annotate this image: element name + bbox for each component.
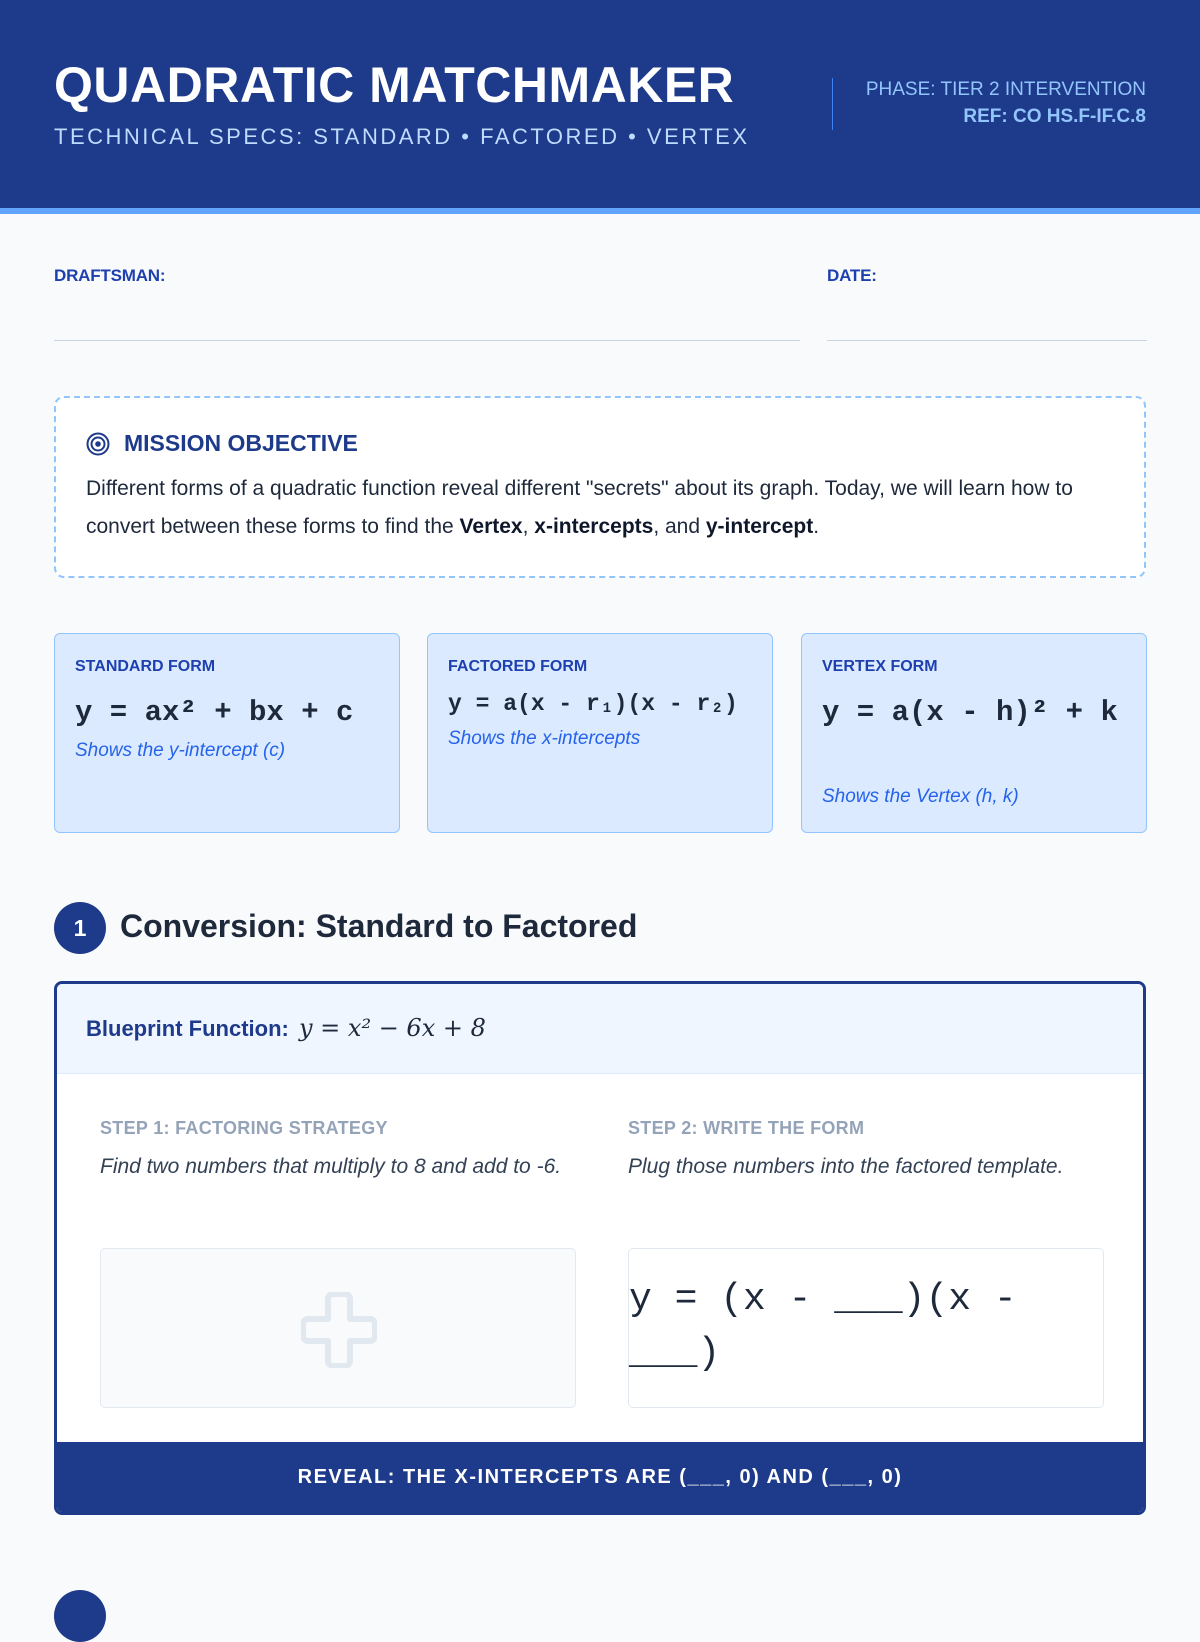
form-equation: y = ax² + bx + c <box>75 696 354 729</box>
mission-title: MISSION OBJECTIVE <box>124 430 358 456</box>
mission-text: Different forms of a quadratic function reveal different "secrets" about its graph. Today, we will learn how to convert between these forms to find the Vertex, x-intercepts, and y-intercept. <box>86 477 1073 538</box>
draftsman-label: DRAFTSMAN: <box>54 266 166 285</box>
blueprint-header <box>57 984 1143 1074</box>
form-note: Shows the x-intercepts <box>448 728 641 749</box>
form-label: VERTEX FORM <box>822 658 938 675</box>
standard-form-card <box>54 633 400 833</box>
blueprint-label: Blueprint Function: y = x² − 6x + 8 <box>86 1014 486 1042</box>
term-vertex: Vertex <box>459 515 523 538</box>
step1-label: STEP 1: FACTORING STRATEGY <box>100 1118 388 1138</box>
factoring-work-area[interactable] <box>100 1248 576 1408</box>
reveal-bar: REVEAL: THE X-INTERCEPTS ARE (___, 0) AND (___, 0) <box>57 1442 1143 1512</box>
section-title: Conversion: Standard to Factored <box>120 908 638 944</box>
target-icon <box>86 432 110 456</box>
draftsman-field[interactable] <box>54 340 800 341</box>
blueprint-panel <box>54 981 1146 1515</box>
form-label: FACTORED FORM <box>448 658 588 675</box>
section-number-badge: 1 <box>54 902 106 954</box>
factored-form-answer-box[interactable] <box>628 1248 1104 1408</box>
page-subtitle: TECHNICAL SPECS: STANDARD • FACTORED • VERTEX <box>54 124 750 149</box>
vertex-form-card <box>801 633 1147 833</box>
factored-template: y = (x - ___)(x - ___) <box>629 1278 1017 1375</box>
blueprint-function: y = x² − 6x + 8 <box>298 1014 486 1042</box>
form-note: Shows the Vertex (h, k) <box>822 786 1019 807</box>
worksheet-header <box>0 0 1200 208</box>
term-x-intercepts: x-intercepts <box>534 515 654 538</box>
date-field[interactable] <box>827 340 1147 341</box>
form-equation: y = a(x - r₁)(x - r₂) <box>448 691 738 717</box>
standard-reference: REF: CO HS.F-IF.C.8 <box>963 106 1146 127</box>
plus-icon <box>301 1292 377 1368</box>
step1-text: Find two numbers that multiply to 8 and add to -6. <box>100 1155 562 1178</box>
phase-label: PHASE: TIER 2 INTERVENTION <box>865 79 1146 100</box>
step2-label: STEP 2: WRITE THE FORM <box>628 1118 865 1138</box>
term-y-intercept: y-intercept <box>705 515 814 538</box>
form-equation: y = a(x - h)² + k <box>822 696 1118 729</box>
mission-objective-box <box>54 396 1146 578</box>
step2-text: Plug those numbers into the factored template. <box>628 1155 1064 1178</box>
date-label: DATE: <box>827 266 877 285</box>
page-title: QUADRATIC MATCHMAKER <box>54 57 735 113</box>
form-label: STANDARD FORM <box>75 658 216 675</box>
next-section-badge <box>54 1590 106 1642</box>
factored-form-card <box>427 633 773 833</box>
form-note: Shows the y-intercept (c) <box>75 740 286 761</box>
header-divider <box>832 78 833 130</box>
header-accent-bar <box>0 208 1200 214</box>
